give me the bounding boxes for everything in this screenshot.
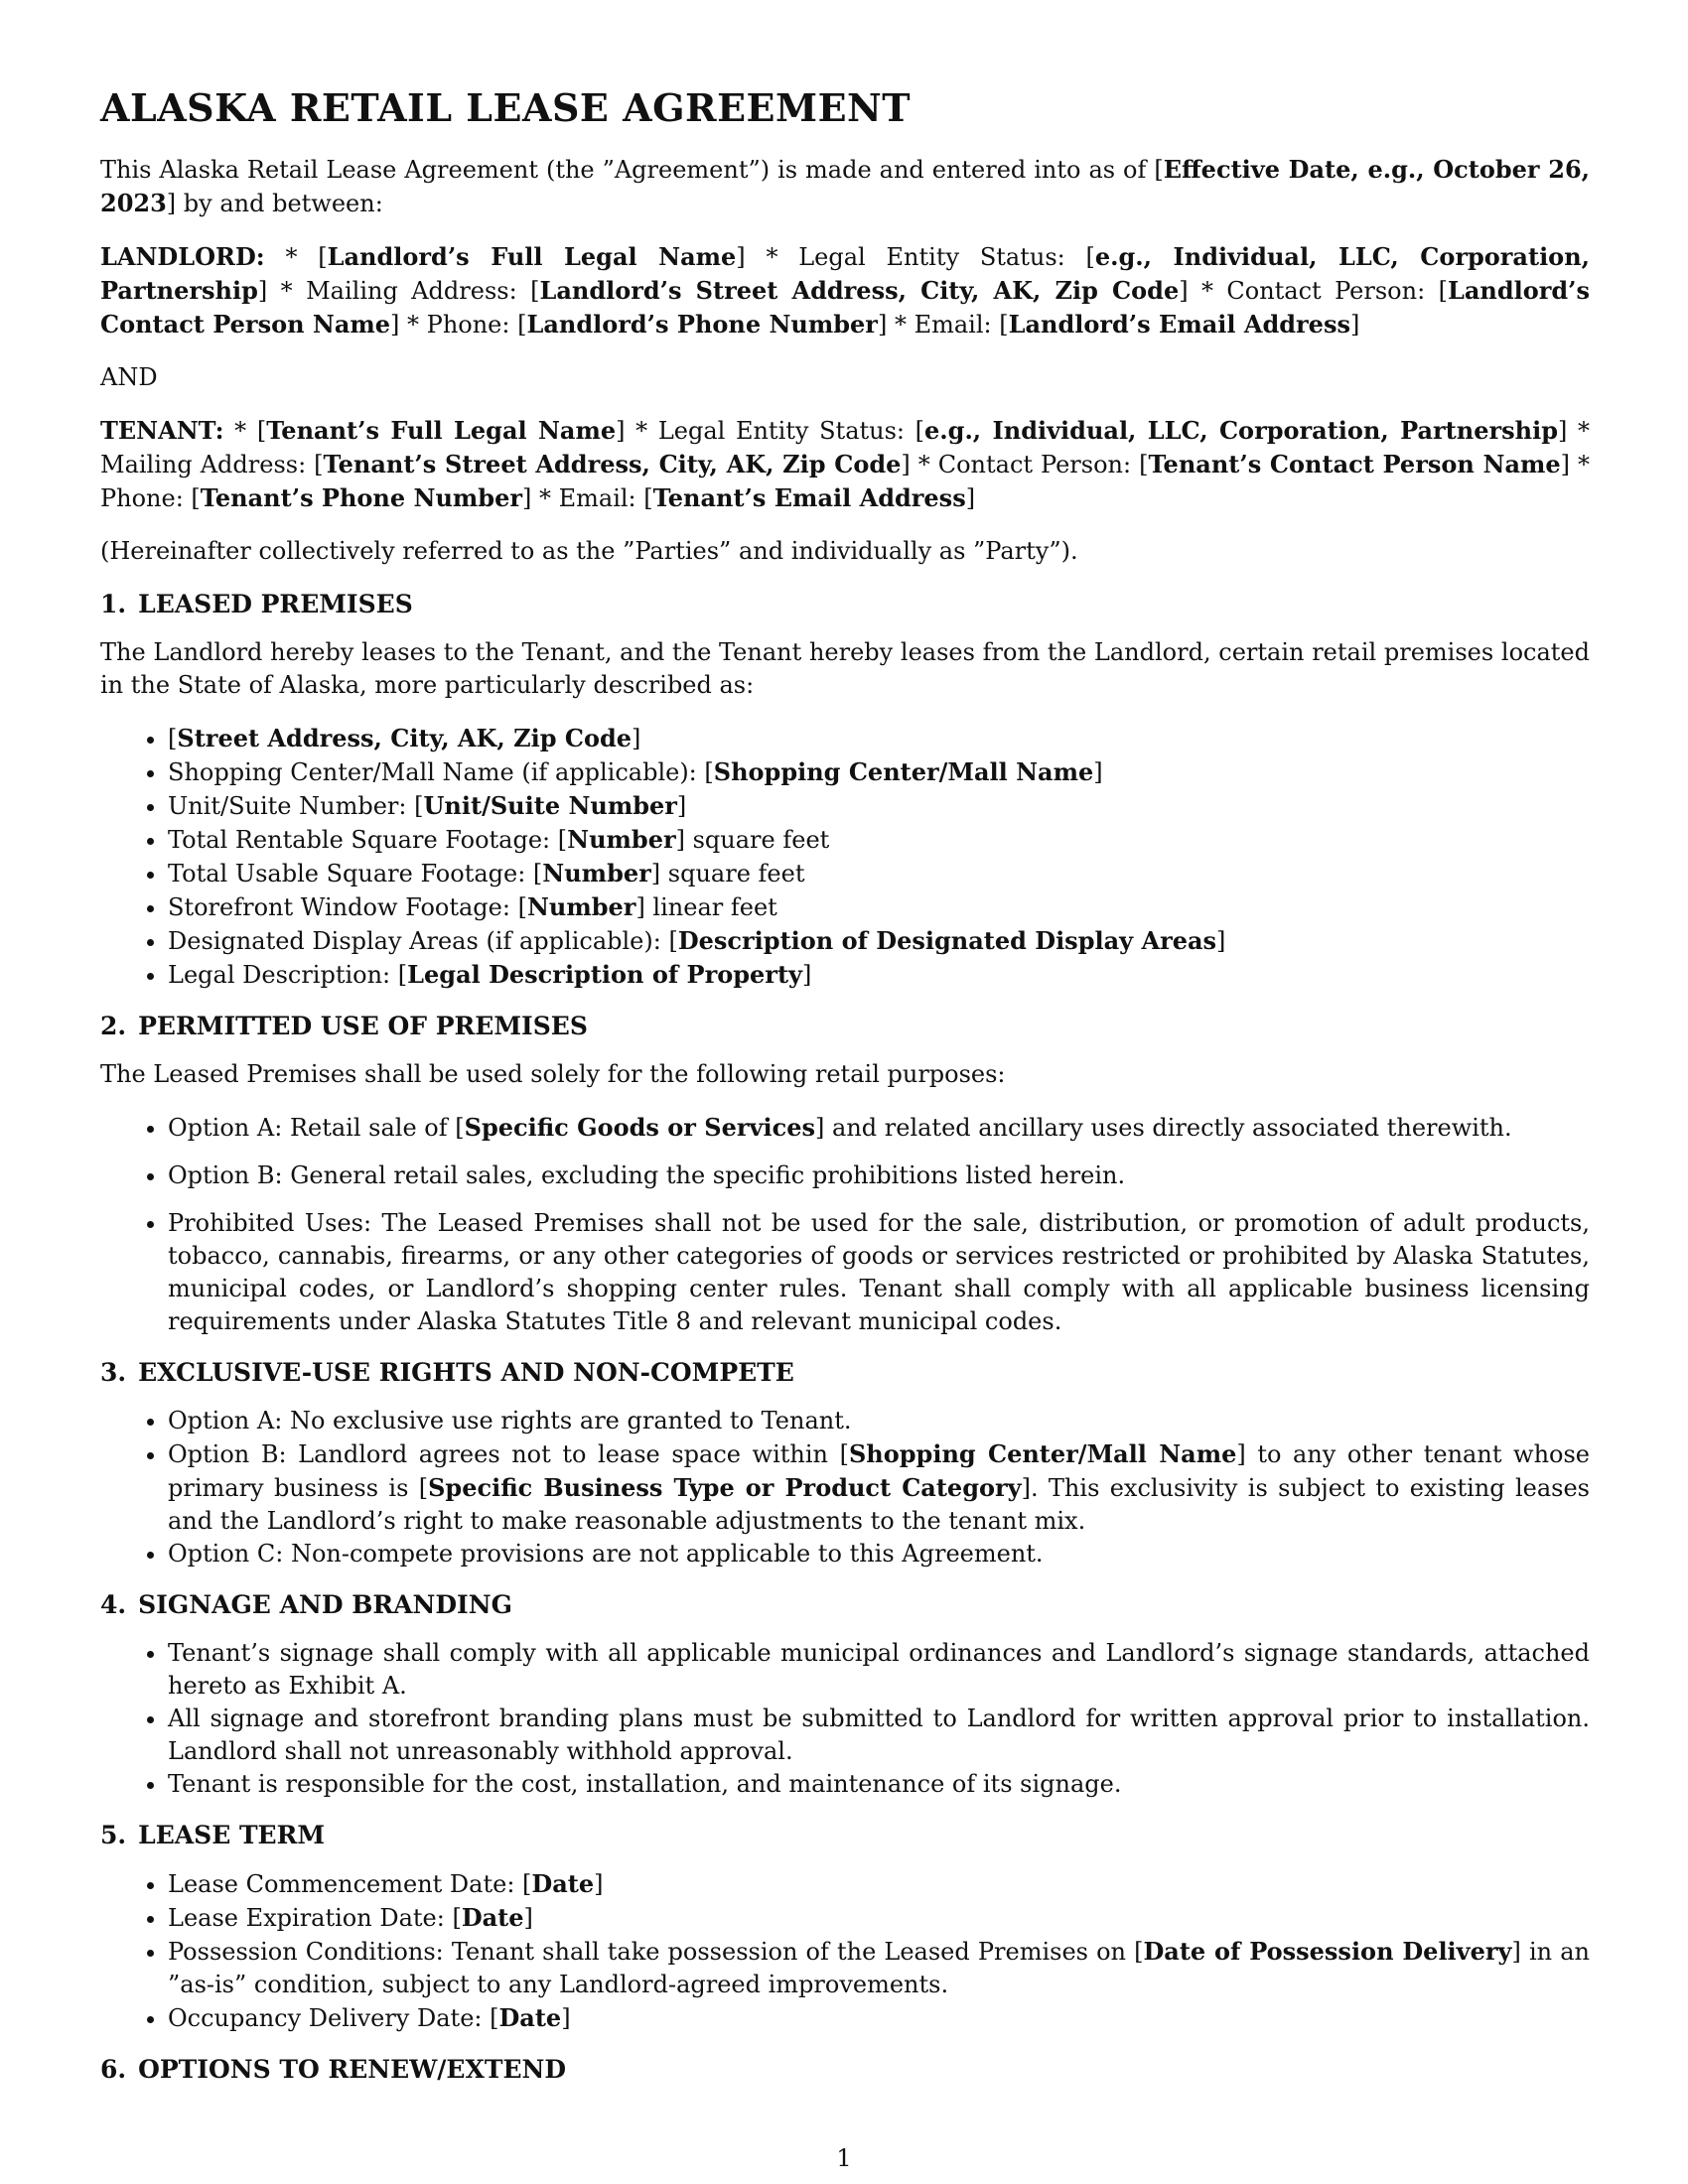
list-item: • Unit/Suite Number: [Unit/Suite Number]: [168, 789, 1590, 823]
landlord-contact: Landlord’s Contact Person Name: [100, 275, 1591, 339]
lease-term-list: [100, 1867, 1590, 2035]
section-heading-4: 4. SIGNAGE AND BRANDING: [100, 1589, 512, 1619]
tenant-address: Tenant’s Street Address, City, AK, Zip Code: [323, 449, 902, 478]
tenant-name: Tenant’s Full Legal Name: [266, 415, 617, 445]
list-item: • Designated Display Areas (if applicable): [Description of Designated Display Areas]: [168, 924, 1590, 958]
list-item: • Option A: Retail sale of [Specific Goods or Services] and related ancillary uses directly associated therewith.: [168, 1111, 1590, 1145]
landlord-address: Landlord’s Street Address, City, AK, Zip Code: [539, 275, 1180, 305]
tenant-entity: e.g., Individual, LLC, Corporation, Partnership: [924, 415, 1558, 445]
tenant-phone: Tenant’s Phone Number: [200, 482, 522, 512]
list-item: • Option C: Non-compete provisions are not applicable to this Agreement.: [168, 1538, 1590, 1570]
list-item: • Option B: General retail sales, excluding the specific prohibitions listed herein.: [168, 1160, 1590, 1192]
document-title: ALASKA RETAIL LEASE AGREEMENT: [100, 85, 912, 130]
section-heading-6: 6. OPTIONS TO RENEW/EXTEND: [100, 2054, 567, 2084]
tenant-block: TENANT: * [Tenant’s Full Legal Name] * Legal Entity Status: [e.g., Individual, LLC, Corporation, Partnership] * Mailing Address: [Tenant’s Street Address, City, AK, Zip Code] * Contact Person: [Tenant’s Contact Person Name] * Phone: [Tenant’s Phone Number] * Email: [Tenant’s Email Address]: [100, 415, 1591, 512]
section-heading-1: 1. LEASED PREMISES: [100, 589, 413, 618]
parties-paragraph: (Hereinafter collectively referred to as the ”Parties” and individually as ”Party”).: [100, 536, 1078, 565]
page-number: 1: [836, 2144, 852, 2172]
list-item: • Tenant’s signage shall comply with all applicable municipal ordinances and Landlord’s signage standards, attached hereto as Exhibit A.: [168, 1637, 1590, 1703]
intro-paragraph: This Alaska Retail Lease Agreement (the ”Agreement”) is made and entered into as of [Effective Date, e.g., October 26, 2023] by and between:: [100, 154, 1590, 217]
exclusive-use-list: [100, 1405, 1590, 1570]
list-item: • All signage and storefront branding plans must be submitted to Landlord for written approval prior to installation. Landlord shall not unreasonably withhold approval.: [168, 1703, 1590, 1768]
list-item: • Lease Expiration Date: [Date]: [168, 1901, 1590, 1935]
landlord-label: LANDLORD:: [100, 241, 265, 271]
and-text: AND: [100, 362, 158, 391]
list-item: • [Street Address, City, AK, Zip Code]: [168, 722, 1590, 755]
permitted-use-list: [100, 1111, 1590, 1338]
list-item: • Prohibited Uses: The Leased Premises shall not be used for the sale, distribution, or promotion of adult products, tobacco, cannabis, firearms, or any other categories of goods or services restricted or prohibited by Alaska Statutes, municipal codes, or Landlord’s shopping center rules. Tenant shall comply with all applicable business licensing requirements under Alaska Statutes Title 8 and relevant municipal codes.: [168, 1207, 1590, 1338]
list-item: • Shopping Center/Mall Name (if applicable): [Shopping Center/Mall Name]: [168, 755, 1590, 789]
premises-list: [100, 722, 1590, 992]
list-item: • Possession Conditions: Tenant shall take possession of the Leased Premises on [Date of Possession Delivery] in an ”as-is” condition, subject to any Landlord-agreed improvements.: [168, 1935, 1590, 2001]
list-item: • Occupancy Delivery Date: [Date]: [168, 2001, 1590, 2035]
landlord-email: Landlord’s Email Address: [1008, 309, 1350, 339]
list-item: • Storefront Window Footage: [Number] linear feet: [168, 890, 1590, 924]
section-heading-2: 2. PERMITTED USE OF PREMISES: [100, 1011, 588, 1040]
list-item: • Total Usable Square Footage: [Number] square feet: [168, 857, 1590, 890]
list-item: • Tenant is responsible for the cost, installation, and maintenance of its signage.: [168, 1768, 1590, 1801]
tenant-label: TENANT:: [100, 415, 224, 445]
section-2-paragraph: The Leased Premises shall be used solely for the following retail purposes:: [100, 1059, 1006, 1088]
tenant-contact: Tenant’s Contact Person Name: [1148, 449, 1561, 478]
list-item: • Option B: Landlord agrees not to lease space within [Shopping Center/Mall Name] to any other tenant whose primary business is [Specific Business Type or Product Category]. This exclusivity is subject to existing leases and the Landlord’s right to make reasonable adjustments to the tenant mix.: [168, 1437, 1590, 1538]
landlord-block: LANDLORD: * [Landlord’s Full Legal Name] * Legal Entity Status: [e.g., Individual, LLC, Corporation, Partnership] * Mailing Address: [Landlord’s Street Address, City, AK, Zip Code] * Contact Person: [Landlord’s Contact Person Name] * Phone: [Landlord’s Phone Number] * Email: [Landlord’s Email Address]: [100, 241, 1591, 339]
section-1-paragraph: The Landlord hereby leases to the Tenant, and the Tenant hereby leases from the Landlord, certain retail premises located in the State of Alaska, more particularly described as:: [100, 637, 1590, 699]
list-item: • Total Rentable Square Footage: [Number] square feet: [168, 823, 1590, 857]
tenant-email: Tenant’s Email Address: [652, 482, 966, 512]
list-item: • Option A: No exclusive use rights are granted to Tenant.: [168, 1405, 1590, 1437]
list-item: • Lease Commencement Date: [Date]: [168, 1867, 1590, 1901]
landlord-name: Landlord’s Full Legal Name: [327, 241, 737, 271]
document-page: [100, 85, 1590, 2102]
section-heading-5: 5. LEASE TERM: [100, 1820, 326, 1849]
list-item: • Legal Description: [Legal Description of Property]: [168, 958, 1590, 992]
section-heading-3: 3. EXCLUSIVE-USE RIGHTS AND NON-COMPETE: [100, 1357, 794, 1387]
landlord-entity: e.g., Individual, LLC, Corporation, Partnership: [100, 241, 1590, 305]
signage-list: [100, 1637, 1590, 1801]
landlord-phone: Landlord’s Phone Number: [526, 309, 878, 339]
